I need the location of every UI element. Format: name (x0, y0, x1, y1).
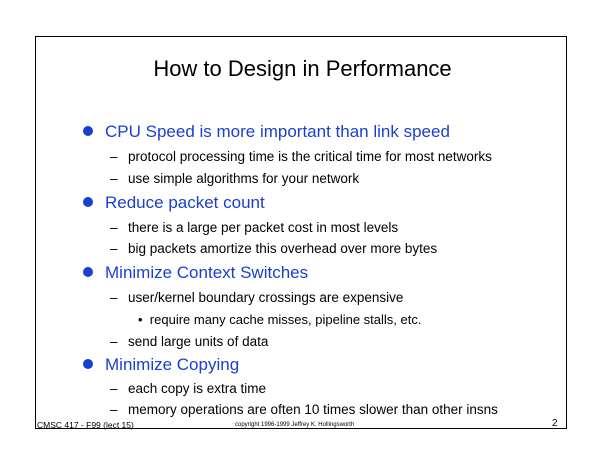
dash-icon: – (110, 334, 118, 349)
bullet-label: Minimize Context Switches (105, 263, 309, 282)
sub-item (110, 381, 266, 396)
bullet-label: Reduce packet count (105, 193, 265, 212)
bullet-item (83, 193, 265, 213)
dash-icon: – (110, 381, 118, 396)
bullet-dot-icon (83, 197, 93, 207)
bullet-label: CPU Speed is more important than link speed (105, 122, 450, 141)
sub-item-text: each copy is extra time (128, 381, 267, 396)
bullet-item (83, 263, 308, 283)
subsub-item (138, 312, 421, 327)
sub-item-text: use simple algorithms for your network (128, 171, 360, 186)
bullet-dot-icon (83, 267, 93, 277)
sub-item (110, 334, 268, 349)
subsub-item-text: require many cache misses, pipeline stalls, etc. (149, 312, 422, 327)
sub-item (110, 171, 359, 186)
sub-item-text: memory operations are often 10 times slower than other insns (128, 402, 498, 417)
bullet-dot-icon (83, 126, 93, 136)
dash-icon: – (110, 220, 118, 235)
dash-icon: – (110, 290, 118, 305)
sub-item (110, 290, 403, 305)
footer-course: CMSC 417 - F99 (lect 15) (37, 420, 134, 430)
slide-title: How to Design in Performance (153, 56, 452, 81)
dash-icon: – (110, 171, 118, 186)
sub-item-text: protocol processing time is the critical time for most networks (128, 149, 492, 164)
sub-item (110, 402, 498, 417)
dash-icon: – (110, 149, 118, 164)
sub-item (110, 241, 437, 256)
sub-item (110, 220, 398, 235)
sub-item-text: user/kernel boundary crossings are expensive (128, 290, 404, 305)
footer-copyright: copyright 1996-1999 Jeffrey K. Hollingsworth (235, 422, 355, 428)
bullet-item (83, 355, 239, 375)
sub-item (110, 149, 492, 164)
bullet-dot-icon (83, 359, 93, 369)
bullet-item (83, 122, 450, 142)
page-number: 2 (552, 418, 558, 429)
bullet-label: Minimize Copying (105, 355, 240, 374)
sub-item-text: send large units of data (128, 334, 269, 349)
dash-icon: – (110, 402, 118, 417)
small-bullet-icon: • (138, 312, 143, 327)
sub-item-text: there is a large per packet cost in most levels (128, 220, 399, 235)
dash-icon: – (110, 241, 118, 256)
sub-item-text: big packets amortize this overhead over more bytes (128, 241, 438, 256)
